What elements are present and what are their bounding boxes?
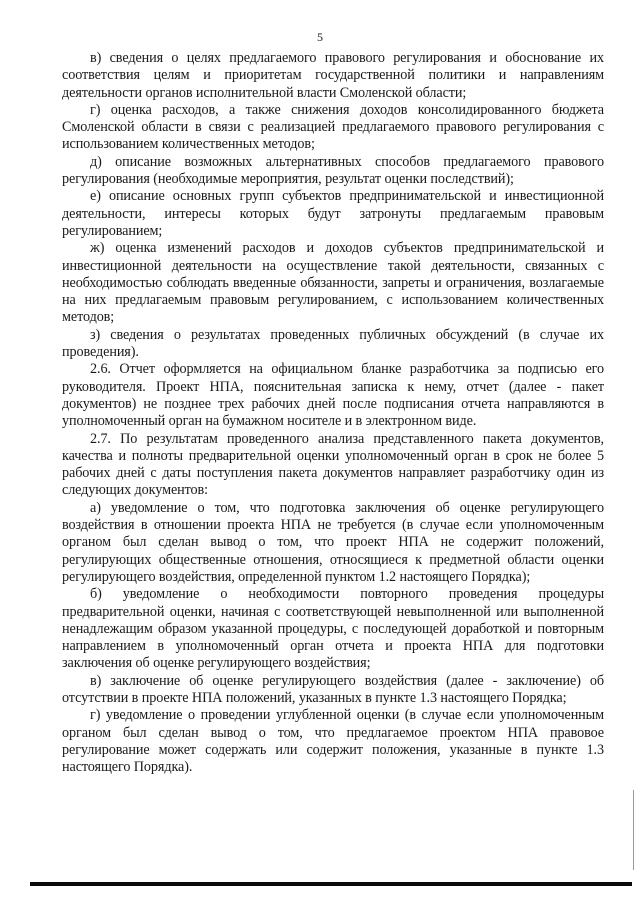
paragraph-zh-costs: ж) оценка изменений расходов и доходов субъектов предпринимательской и инвестиционной деятельности на осуществление такой деятельности, связанных с необходимостью соблюдать введенные обязанности, запреты и ограничения, возлагаемые на них предлагаемым правовым регулированием, с использованием количественных методов; [62,240,604,326]
paragraph-d-alternatives: д) описание возможных альтернативных способов предлагаемого правового регулирования (необходимые мероприятия, результат оценки последствий); [62,153,604,188]
clause-2-6: 2.6. Отчет оформляется на официальном бланке разработчика за подписью его руководителя. Проект НПА, пояснительная записка к нему, отчет (далее - пакет документов) не позднее трех рабочих дней после подписания отчета направляются в уполномоченный орган на бумажном носителе и в электронном виде. [62,361,604,430]
paragraph-z-public-discussion: з) сведения о результатах проведенных публичных обсуждений (в случае их проведения). [62,326,604,361]
paragraph-a-notice: а) уведомление о том, что подготовка заключения об оценке регулирующего воздействия в отношении проекта НПА не требуется (в случае если уполномоченным органом был сделан вывод о том, что проект НПА не содержит положений, регулирующих общественные отношения, относящиеся к предметной области оценки регулирующего воздействия, определенной пунктом 1.2 настоящего Порядка); [62,499,604,585]
page-number: 5 [317,30,323,44]
bottom-rule [30,882,632,886]
paragraph-b-repeat-procedure: б) уведомление о необходимости повторного проведения процедуры предварительной оценки, начиная с соответствующей невыполненной или выполненной ненадлежащим образом указанной процедуры, с последующей доработкой и повторным направлением в уполномоченный орган отчета и проекта НПА для подготовки заключения об оценке регулирующего воздействия; [62,586,604,672]
document-body [62,50,604,776]
paragraph-g-in-depth: г) уведомление о проведении углубленной оценки (в случае если уполномоченным органом был сделан вывод о том, что предлагаемое проектом НПА правовое регулирование может содержать или содержит положения, указанные в пункте 1.3 настоящего Порядка). [62,707,604,776]
paragraph-v-conclusion: в) заключение об оценке регулирующего воздействия (далее - заключение) об отсутствии в проекте НПА положений, указанных в пункте 1.3 настоящего Порядка; [62,672,604,706]
scan-edge-line [633,790,634,870]
paragraph-v-goals: в) сведения о целях предлагаемого правового регулирования и обоснование их соответствия целям и приоритетам государственной политики и направлениям деятельности органов исполнительной власти Смоленской области; [62,50,604,101]
paragraph-g-budget: г) оценка расходов, а также снижения доходов консолидированного бюджета Смоленской области в связи с реализацией предлагаемого правового регулирования с использованием количественных методов; [62,101,604,153]
clause-2-7: 2.7. По результатам проведенного анализа представленного пакета документов, качества и полноты предварительной оценки уполномоченный орган в срок не более 5 рабочих дней с даты поступления пакета документов направляет разработчику один из следующих документов: [62,430,604,499]
paragraph-e-subjects: е) описание основных групп субъектов предпринимательской и инвестиционной деятельности, интересы которых будут затронуты предлагаемым правовым регулированием; [62,188,604,239]
